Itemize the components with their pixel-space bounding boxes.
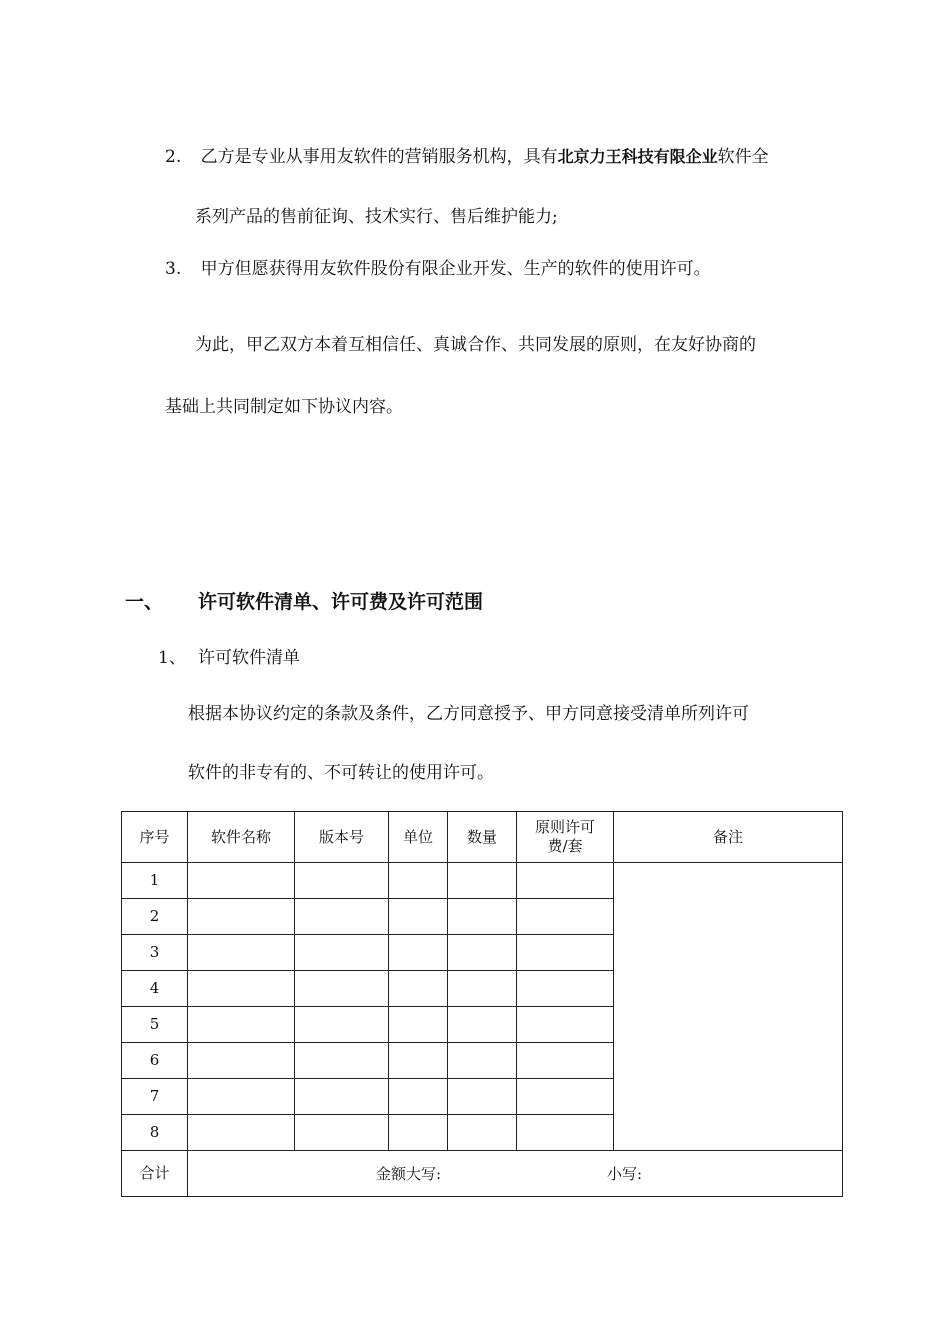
cell-license-fee	[517, 1007, 614, 1043]
row-seq: 2	[122, 899, 188, 935]
header-notes: 备注	[614, 812, 843, 863]
row-seq: 8	[122, 1115, 188, 1151]
cell-quantity	[448, 1007, 517, 1043]
cell-version	[295, 1043, 389, 1079]
cell-software-name	[188, 1043, 295, 1079]
item-3-line	[165, 259, 711, 279]
item-2-line-1	[165, 147, 769, 167]
header-license-fee-line-1: 原则许可	[534, 818, 595, 836]
cell-license-fee	[517, 899, 614, 935]
cell-unit	[389, 1007, 448, 1043]
total-label: 合计	[122, 1151, 188, 1197]
cell-notes	[614, 863, 843, 1151]
item-2-line-2: 系列产品的售前征询、技术实行、售后维护能力;	[195, 207, 558, 227]
subsection-1-body-line-2: 软件的非专有的、不可转让的使用许可。	[188, 763, 494, 783]
cell-software-name	[188, 899, 295, 935]
cell-license-fee	[517, 935, 614, 971]
cell-unit	[389, 1079, 448, 1115]
cell-version	[295, 1115, 389, 1151]
cell-quantity	[448, 935, 517, 971]
item-2-text-end: 软件全	[717, 147, 769, 167]
cell-software-name	[188, 1007, 295, 1043]
cell-quantity	[448, 1079, 517, 1115]
cell-quantity	[448, 1115, 517, 1151]
cell-quantity	[448, 971, 517, 1007]
item-2-number: 2.	[165, 147, 182, 167]
cell-license-fee	[517, 1043, 614, 1079]
subsection-1-body-line-1: 根据本协议约定的条款及条件，乙方同意授予、甲方同意接受清单所列许可	[188, 704, 749, 724]
cell-software-name	[188, 863, 295, 899]
header-software-name: 软件名称	[188, 812, 295, 863]
table-row	[122, 863, 843, 899]
table-total-row	[122, 1151, 843, 1197]
header-license-fee-line-2: 费/套	[547, 837, 583, 855]
item-3-number: 3.	[165, 259, 182, 279]
cell-version	[295, 935, 389, 971]
cell-software-name	[188, 971, 295, 1007]
cell-version	[295, 1079, 389, 1115]
row-seq: 3	[122, 935, 188, 971]
cell-unit	[389, 863, 448, 899]
cell-software-name	[188, 1079, 295, 1115]
cell-unit	[389, 1043, 448, 1079]
cell-unit	[389, 935, 448, 971]
cell-license-fee	[517, 971, 614, 1007]
subsection-1-title: 许可软件清单	[198, 648, 300, 668]
subsection-1-number: 1、	[158, 648, 186, 668]
row-seq: 1	[122, 863, 188, 899]
table-header-row	[122, 812, 843, 863]
item-2-company-name: 北京力王科技有限企业	[557, 147, 718, 166]
cell-unit	[389, 1115, 448, 1151]
license-software-table	[121, 811, 843, 1197]
row-seq: 4	[122, 971, 188, 1007]
cell-license-fee	[517, 1079, 614, 1115]
section-1-number: 一、	[125, 591, 164, 613]
row-seq: 7	[122, 1079, 188, 1115]
header-quantity: 数量	[448, 812, 517, 863]
amount-in-figures-label: 小写:	[607, 1165, 643, 1183]
intro-paragraph-line-1: 为此，甲乙双方本着互相信任、真诚合作、共同发展的原则，在友好协商的	[195, 335, 756, 355]
total-amount-cell	[188, 1151, 843, 1197]
cell-license-fee	[517, 1115, 614, 1151]
cell-license-fee	[517, 863, 614, 899]
cell-software-name	[188, 935, 295, 971]
cell-quantity	[448, 1043, 517, 1079]
header-license-fee	[517, 812, 614, 863]
cell-version	[295, 1007, 389, 1043]
item-3-text: 甲方但愿获得用友软件股份有限企业开发、生产的软件的使用许可。	[200, 259, 711, 279]
header-seq: 序号	[122, 812, 188, 863]
row-seq: 5	[122, 1007, 188, 1043]
cell-unit	[389, 899, 448, 935]
cell-software-name	[188, 1115, 295, 1151]
item-2-text: 乙方是专业从事用友软件的营销服务机构，具有	[200, 147, 558, 167]
header-version: 版本号	[295, 812, 389, 863]
intro-paragraph-line-2: 基础上共同制定如下协议内容。	[165, 397, 403, 417]
row-seq: 6	[122, 1043, 188, 1079]
cell-version	[295, 863, 389, 899]
cell-quantity	[448, 899, 517, 935]
section-1-title: 许可软件清单、许可费及许可范围	[198, 591, 484, 613]
cell-quantity	[448, 863, 517, 899]
header-unit: 单位	[389, 812, 448, 863]
cell-version	[295, 899, 389, 935]
amount-in-words-label: 金额大写:	[376, 1165, 442, 1183]
cell-version	[295, 971, 389, 1007]
cell-unit	[389, 971, 448, 1007]
